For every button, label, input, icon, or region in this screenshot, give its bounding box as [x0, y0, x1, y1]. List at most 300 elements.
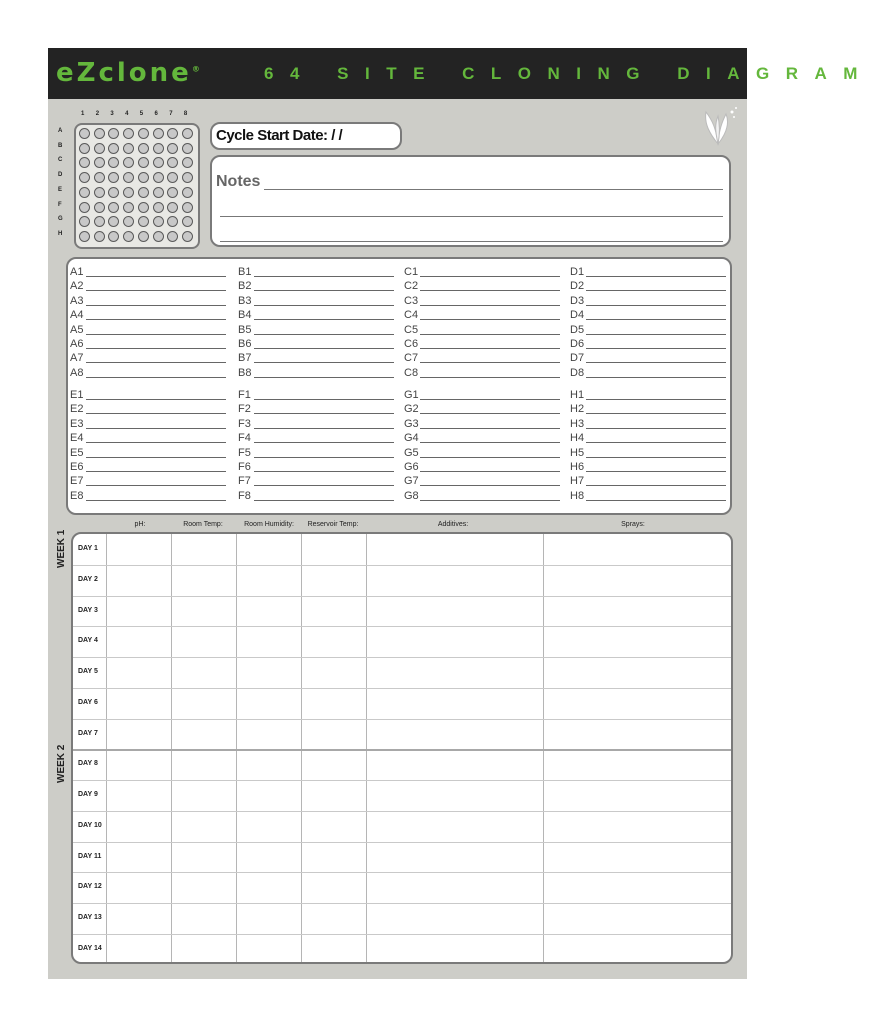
plate-column-number: 6 — [154, 111, 158, 117]
day-label: DAY 14 — [78, 944, 102, 952]
site-label: D5 — [570, 323, 585, 336]
site-entry-a5[interactable] — [70, 322, 226, 336]
site-label: D7 — [570, 352, 585, 365]
site-entry-h7[interactable] — [570, 473, 726, 487]
site-label: F2 — [238, 403, 251, 416]
site-line — [586, 290, 726, 291]
site-entry-f1[interactable] — [238, 387, 394, 401]
plate-well[interactable] — [108, 172, 119, 183]
site-entry-b5[interactable] — [238, 322, 394, 336]
log-column-divider — [543, 534, 544, 962]
day-label: DAY 13 — [78, 914, 102, 921]
site-list-box — [66, 257, 732, 515]
site-entry-d4[interactable] — [570, 307, 726, 321]
site-line — [254, 428, 394, 429]
site-line — [254, 485, 394, 486]
plate-well[interactable] — [153, 172, 164, 183]
site-label: H4 — [570, 432, 585, 445]
site-entry-g8[interactable] — [404, 488, 560, 502]
site-entry-b4[interactable] — [238, 307, 394, 321]
log-row-divider — [73, 749, 731, 751]
site-line — [254, 334, 394, 335]
site-label: G5 — [404, 446, 419, 459]
site-line — [254, 290, 394, 291]
plate-well[interactable] — [108, 231, 119, 242]
plate-well[interactable] — [79, 143, 90, 154]
site-entry-a6[interactable] — [70, 336, 226, 350]
site-line — [254, 305, 394, 306]
site-entry-b2[interactable] — [238, 278, 394, 292]
plate-well[interactable] — [79, 128, 90, 139]
plate-well[interactable] — [167, 202, 178, 213]
plate-well[interactable] — [153, 143, 164, 154]
plate-well[interactable] — [182, 216, 193, 227]
log-column-header: Reservoir Temp: — [307, 521, 359, 528]
site-label: E5 — [70, 446, 84, 459]
site-entry-f4[interactable] — [238, 430, 394, 444]
site-line — [586, 276, 726, 277]
site-entry-h4[interactable] — [570, 430, 726, 444]
site-entry-d2[interactable] — [570, 278, 726, 292]
site-entry-f2[interactable] — [238, 401, 394, 415]
plate-well[interactable] — [94, 172, 105, 183]
site-line — [254, 276, 394, 277]
site-line — [586, 362, 726, 363]
plate-column-number: 4 — [125, 111, 129, 117]
plate-well[interactable] — [108, 157, 119, 168]
site-line — [586, 348, 726, 349]
site-line — [420, 348, 560, 349]
site-entry-c7[interactable] — [404, 350, 560, 364]
site-label: C1 — [404, 266, 419, 278]
plate-well[interactable] — [138, 216, 149, 227]
day-label: DAY 6 — [78, 698, 98, 706]
site-label: H6 — [570, 461, 585, 473]
site-label: G6 — [404, 461, 419, 473]
plate-well[interactable] — [123, 202, 134, 213]
plate-well[interactable] — [94, 128, 105, 139]
cloning-sheet — [48, 48, 874, 979]
log-column-divider — [236, 534, 237, 962]
site-label: C5 — [404, 323, 419, 336]
page-title: 64 SITE CLONING DIAGRAM — [264, 64, 874, 83]
plate-well[interactable] — [108, 216, 119, 227]
site-entry-f5[interactable] — [238, 445, 394, 459]
site-line — [586, 413, 726, 414]
site-entry-g6[interactable] — [404, 459, 560, 473]
site-label: G7 — [404, 475, 419, 488]
site-label: H8 — [570, 489, 585, 502]
plate-grid — [74, 123, 200, 249]
site-entry-g3[interactable] — [404, 416, 560, 430]
site-entry-h5[interactable] — [570, 445, 726, 459]
site-line — [586, 428, 726, 429]
site-entry-h6[interactable] — [570, 459, 726, 473]
plate-well[interactable] — [182, 157, 193, 168]
site-entry-e1[interactable] — [70, 387, 226, 401]
site-label: F8 — [238, 489, 251, 502]
site-entry-c8[interactable] — [404, 365, 560, 379]
site-entry-e4[interactable] — [70, 430, 226, 444]
plate-well[interactable] — [182, 128, 193, 139]
site-entry-a2[interactable] — [70, 278, 226, 292]
site-label: B8 — [238, 366, 252, 379]
plate-well[interactable] — [167, 157, 178, 168]
plate-well[interactable] — [108, 128, 119, 139]
site-label: F3 — [238, 417, 251, 430]
plate-well[interactable] — [167, 231, 178, 242]
plate-well[interactable] — [153, 231, 164, 242]
plate-well[interactable] — [108, 143, 119, 154]
ezclone-leaf-icon — [696, 104, 740, 148]
plate-well[interactable] — [123, 231, 134, 242]
cycle-start-date-field[interactable] — [210, 122, 402, 150]
site-entry-d8[interactable] — [570, 365, 726, 379]
day-label: DAY 2 — [78, 575, 98, 583]
log-row-divider — [73, 596, 731, 597]
site-label: A4 — [70, 309, 84, 322]
site-label: F5 — [238, 446, 251, 459]
site-entry-d1[interactable] — [570, 264, 726, 278]
plate-well[interactable] — [167, 143, 178, 154]
log-column-divider — [171, 534, 172, 962]
plate-well[interactable] — [182, 143, 193, 154]
site-label: D8 — [570, 366, 585, 379]
site-label: B7 — [238, 352, 252, 365]
notes-line — [264, 189, 723, 190]
day-label: DAY 9 — [78, 791, 98, 798]
site-label: C8 — [404, 366, 419, 379]
plate-well[interactable] — [138, 172, 149, 183]
cycle-start-date-label: Cycle Start Date: / / — [216, 127, 343, 144]
plate-well[interactable] — [153, 157, 164, 168]
site-entry-f7[interactable] — [238, 473, 394, 487]
site-entry-e7[interactable] — [70, 473, 226, 487]
site-label: A3 — [70, 294, 84, 307]
site-entry-d7[interactable] — [570, 350, 726, 364]
site-entry-b3[interactable] — [238, 293, 394, 307]
plate-row-letters — [58, 128, 68, 248]
day-label: DAY 7 — [78, 729, 98, 737]
site-line — [586, 334, 726, 335]
site-label: G3 — [404, 417, 419, 430]
site-line — [254, 471, 394, 472]
day-label: DAY 1 — [78, 545, 98, 552]
site-entry-d6[interactable] — [570, 336, 726, 350]
site-label: A5 — [70, 323, 84, 336]
plate-well[interactable] — [123, 187, 134, 198]
site-label: B1 — [238, 266, 252, 278]
site-entry-a1[interactable] — [70, 264, 226, 278]
site-line — [420, 377, 560, 378]
plate-well[interactable] — [108, 202, 119, 213]
site-label: F4 — [238, 432, 251, 445]
plate-row-letter: G — [58, 216, 63, 223]
site-line — [586, 500, 726, 501]
plate-well[interactable] — [167, 172, 178, 183]
week-label: WEEK 1 — [56, 529, 67, 568]
site-line — [420, 500, 560, 501]
site-line — [86, 500, 226, 501]
day-label: DAY 8 — [78, 760, 98, 768]
site-line — [86, 305, 226, 306]
log-column-header: Sprays: — [621, 521, 645, 528]
site-label: A7 — [70, 352, 84, 365]
notes-line — [220, 216, 723, 217]
site-entry-c4[interactable] — [404, 307, 560, 321]
site-line — [586, 399, 726, 400]
site-entry-e2[interactable] — [70, 401, 226, 415]
site-label: C4 — [404, 309, 419, 322]
site-label: E8 — [70, 489, 84, 502]
plate-well[interactable] — [153, 202, 164, 213]
site-entry-g4[interactable] — [404, 430, 560, 444]
site-line — [86, 428, 226, 429]
plate-column-numbers — [76, 111, 198, 121]
plate-row-letter: B — [58, 142, 63, 149]
site-entry-g2[interactable] — [404, 401, 560, 415]
site-label: E4 — [70, 432, 84, 445]
site-line — [420, 276, 560, 277]
plate-column-number: 7 — [169, 111, 173, 117]
site-entry-g1[interactable] — [404, 387, 560, 401]
site-label: G4 — [404, 432, 419, 445]
site-line — [420, 485, 560, 486]
site-label: E2 — [70, 403, 84, 416]
site-label: A1 — [70, 266, 84, 278]
plate-well[interactable] — [79, 231, 90, 242]
site-line — [420, 442, 560, 443]
site-entry-c5[interactable] — [404, 322, 560, 336]
site-line — [254, 348, 394, 349]
site-line — [86, 319, 226, 320]
site-label: D2 — [570, 280, 585, 293]
site-line — [254, 442, 394, 443]
plate-well[interactable] — [79, 216, 90, 227]
plate-well[interactable] — [123, 157, 134, 168]
site-line — [86, 413, 226, 414]
site-entry-d5[interactable] — [570, 322, 726, 336]
plate-column-number: 8 — [183, 111, 188, 117]
plate-well[interactable] — [123, 128, 134, 139]
site-entry-c3[interactable] — [404, 293, 560, 307]
log-row-divider — [73, 626, 731, 627]
site-line — [86, 471, 226, 472]
plate-column-number: 2 — [95, 111, 100, 117]
site-label: B3 — [238, 294, 252, 307]
site-entry-a4[interactable] — [70, 307, 226, 321]
site-entry-a3[interactable] — [70, 293, 226, 307]
site-line — [420, 399, 560, 400]
site-label: G2 — [404, 403, 419, 416]
site-entry-h8[interactable] — [570, 488, 726, 502]
plate-well[interactable] — [108, 187, 119, 198]
site-line — [86, 334, 226, 335]
site-entry-a7[interactable] — [70, 350, 226, 364]
notes-field[interactable] — [210, 155, 731, 247]
site-line — [586, 442, 726, 443]
plate-well[interactable] — [94, 143, 105, 154]
log-column-header: Additives: — [437, 521, 469, 528]
plate-column-number: 1 — [81, 111, 85, 117]
site-line — [586, 305, 726, 306]
day-label: DAY 3 — [78, 606, 98, 614]
site-entry-b8[interactable] — [238, 365, 394, 379]
site-entry-e5[interactable] — [70, 445, 226, 459]
site-line — [420, 319, 560, 320]
plate-well[interactable] — [79, 157, 90, 168]
site-line — [254, 377, 394, 378]
site-entry-g7[interactable] — [404, 473, 560, 487]
plate-well[interactable] — [123, 172, 134, 183]
site-label: H3 — [570, 417, 585, 430]
plate-well[interactable] — [79, 172, 90, 183]
site-entry-e6[interactable] — [70, 459, 226, 473]
site-entry-g5[interactable] — [404, 445, 560, 459]
plate-well[interactable] — [138, 187, 149, 198]
site-line — [586, 471, 726, 472]
site-entry-f3[interactable] — [238, 416, 394, 430]
site-label: D1 — [570, 266, 585, 278]
plate-row-letter: C — [58, 157, 63, 164]
day-label: DAY 12 — [78, 883, 102, 891]
day-label: DAY 4 — [78, 637, 98, 645]
log-row-divider — [73, 934, 731, 935]
site-entry-c6[interactable] — [404, 336, 560, 350]
plate-well[interactable] — [138, 202, 149, 213]
plate-well[interactable] — [138, 157, 149, 168]
plate-well[interactable] — [123, 216, 134, 227]
site-entry-b1[interactable] — [238, 264, 394, 278]
site-label: C2 — [404, 280, 419, 293]
notes-label: Notes — [216, 173, 261, 190]
plate-well[interactable] — [94, 187, 105, 198]
site-label: H7 — [570, 475, 585, 488]
plate-well[interactable] — [167, 187, 178, 198]
site-line — [254, 319, 394, 320]
daily-log-table — [71, 532, 733, 964]
site-entry-h3[interactable] — [570, 416, 726, 430]
site-line — [254, 500, 394, 501]
site-entry-c1[interactable] — [404, 264, 560, 278]
plate-row-letter: F — [58, 201, 62, 208]
plate-well[interactable] — [182, 231, 193, 242]
plate-column-number: 5 — [139, 111, 144, 117]
site-label: D3 — [570, 294, 585, 307]
site-label: A6 — [70, 338, 84, 350]
site-label: H1 — [570, 389, 585, 401]
week-label: WEEK 2 — [56, 744, 67, 783]
day-label: DAY 10 — [78, 821, 102, 829]
plate-well[interactable] — [138, 128, 149, 139]
site-line — [86, 348, 226, 349]
site-label: G1 — [404, 389, 419, 401]
log-row-divider — [73, 811, 731, 812]
site-line — [420, 471, 560, 472]
plate-well[interactable] — [123, 143, 134, 154]
site-entry-c2[interactable] — [404, 278, 560, 292]
log-column-divider — [301, 534, 302, 962]
site-label: B2 — [238, 280, 252, 293]
site-line — [420, 334, 560, 335]
plate-well[interactable] — [153, 216, 164, 227]
plate-well[interactable] — [167, 128, 178, 139]
site-line — [86, 485, 226, 486]
site-label: C7 — [404, 352, 419, 365]
site-line — [420, 428, 560, 429]
site-line — [254, 413, 394, 414]
site-entry-b6[interactable] — [238, 336, 394, 350]
header-bar — [48, 48, 874, 99]
site-entry-h1[interactable] — [570, 387, 726, 401]
plate-row-letter: D — [58, 172, 63, 179]
site-label: C3 — [404, 294, 419, 307]
plate-well[interactable] — [138, 143, 149, 154]
site-entry-e3[interactable] — [70, 416, 226, 430]
plate-well[interactable] — [182, 172, 193, 183]
brand-logo: eZclone® — [56, 58, 203, 88]
site-line — [86, 377, 226, 378]
site-line — [420, 457, 560, 458]
site-label: A2 — [70, 280, 84, 293]
notes-line — [220, 241, 723, 242]
site-line — [86, 442, 226, 443]
log-row-divider — [73, 657, 731, 658]
site-label: A8 — [70, 366, 84, 379]
site-line — [420, 362, 560, 363]
plate-well[interactable] — [182, 187, 193, 198]
plate-well[interactable] — [94, 216, 105, 227]
plate-row-letter: A — [58, 128, 63, 134]
site-line — [586, 377, 726, 378]
site-entry-f6[interactable] — [238, 459, 394, 473]
site-label: B5 — [238, 323, 252, 336]
plate-well[interactable] — [153, 187, 164, 198]
plate-well[interactable] — [94, 157, 105, 168]
site-label: E1 — [70, 389, 84, 401]
site-entry-a8[interactable] — [70, 365, 226, 379]
site-entry-f8[interactable] — [238, 488, 394, 502]
site-entry-d3[interactable] — [570, 293, 726, 307]
plate-column-number: 3 — [110, 111, 114, 117]
plate-well[interactable] — [182, 202, 193, 213]
site-label: F1 — [238, 389, 251, 401]
log-column-divider — [366, 534, 367, 962]
log-row-divider — [73, 872, 731, 873]
plate-well[interactable] — [79, 187, 90, 198]
plate-well[interactable] — [79, 202, 90, 213]
plate-row-letter: H — [58, 230, 63, 237]
plate-well[interactable] — [153, 128, 164, 139]
site-label: D6 — [570, 338, 585, 350]
day-label: DAY 5 — [78, 668, 98, 675]
site-label: G8 — [404, 489, 419, 502]
plate-well[interactable] — [94, 202, 105, 213]
site-entry-e8[interactable] — [70, 488, 226, 502]
site-label: C6 — [404, 338, 419, 350]
log-row-divider — [73, 903, 731, 904]
site-line — [86, 276, 226, 277]
log-column-header: Room Temp: — [183, 521, 223, 528]
log-column-header: pH: — [134, 521, 146, 528]
site-entry-b7[interactable] — [238, 350, 394, 364]
log-row-divider — [73, 719, 731, 720]
site-entry-h2[interactable] — [570, 401, 726, 415]
plate-well[interactable] — [138, 231, 149, 242]
log-row-divider — [73, 780, 731, 781]
plate-well[interactable] — [94, 231, 105, 242]
plate-well[interactable] — [167, 216, 178, 227]
